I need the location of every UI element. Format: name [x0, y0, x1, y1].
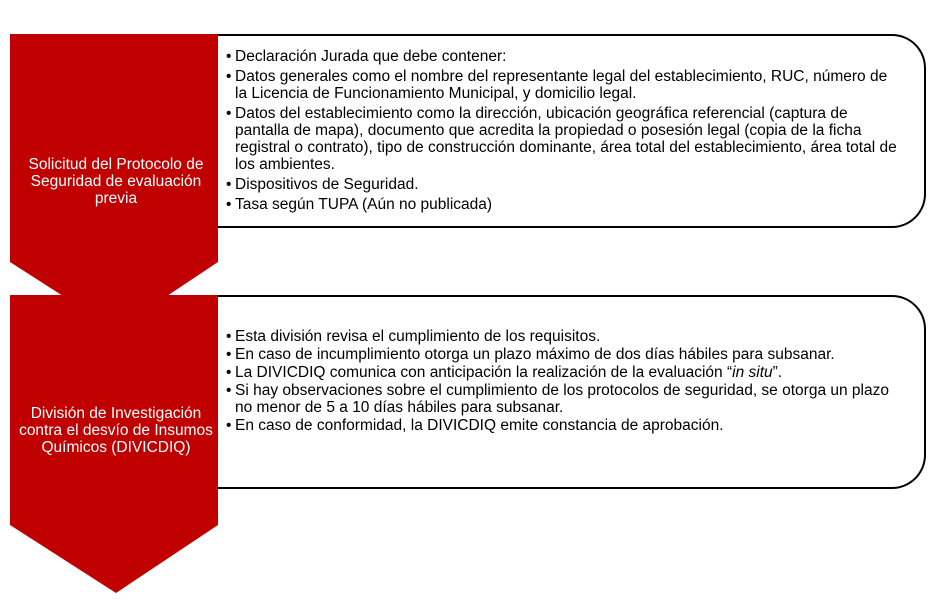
list-item: • Si hay observaciones sobre el cumplimiento de los protocolos de seguridad, se otorga un plazo no menor de 5 a 10 días hábiles para subsanar.	[226, 382, 889, 416]
list-item: • Datos generales como el nombre del representante legal del establecimiento, RUC, número de la Licencia de Funcionamiento Municipal, y domicilio legal.	[226, 68, 888, 102]
list-item: • En caso de conformidad, la DIVICDIQ emite constancia de aprobación.	[226, 417, 724, 434]
bullet-icon: •	[226, 196, 232, 213]
list-item: • Dispositivos de Seguridad.	[226, 176, 419, 193]
step-1-content-box	[210, 34, 926, 228]
step-2-item-list	[226, 328, 902, 435]
bullet-icon: •	[226, 176, 232, 193]
bullet-icon: •	[226, 417, 232, 434]
bullet-icon: •	[226, 48, 232, 65]
bullet-icon: •	[226, 328, 232, 345]
step-2-chevron	[0, 293, 240, 598]
step-1-label: Solicitud del Protocolo de Seguridad de evaluación previa	[28, 156, 204, 207]
step-1-item-list	[226, 48, 902, 216]
bullet-icon: •	[226, 105, 232, 122]
step-2-content-box	[210, 295, 926, 489]
in-situ-italic: in situ	[732, 364, 773, 381]
list-item: • La DIVICDIQ comunica con anticipación la realización de la evaluación “in situ”.	[226, 364, 783, 381]
bullet-icon: •	[226, 68, 232, 85]
list-item: • Tasa según TUPA (Aún no publicada)	[226, 196, 493, 213]
list-item: • Esta división revisa el cumplimiento de los requisitos.	[226, 328, 601, 345]
step-2-label: División de Investigación contra el desvío de Insumos Químicos (DIVICDIQ)	[19, 405, 213, 456]
bullet-icon: •	[226, 364, 232, 381]
list-item: • Declaración Jurada que debe contener:	[226, 48, 507, 65]
bullet-icon: •	[226, 382, 232, 399]
list-item: • En caso de incumplimiento otorga un plazo máximo de dos días hábiles para subsanar.	[226, 346, 835, 363]
bullet-icon: •	[226, 346, 232, 363]
step-1-chevron	[0, 32, 240, 332]
list-item: • Datos del establecimiento como la dirección, ubicación geográfica referencial (captura de pantalla de mapa), documento que acredita la propiedad o posesión legal (copia de la ficha registral o contrato), tipo de construcción dominante, área total del establecimiento, área total de los ambientes.	[226, 105, 897, 173]
